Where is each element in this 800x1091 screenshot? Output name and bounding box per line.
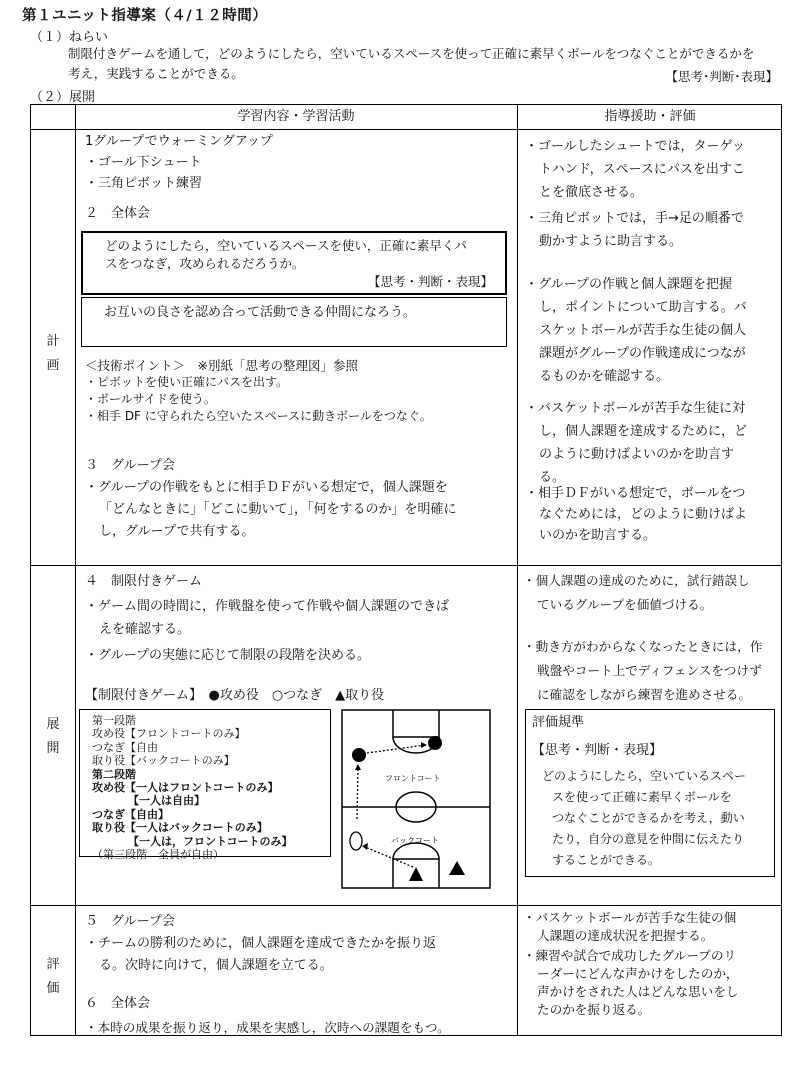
eval-all-text: ・本時の成果を振り返り，成果を実感し，次時への課題をもつ。	[85, 1020, 450, 1035]
page-title: 第１ユニット指導案（４/１２時間）	[22, 8, 268, 24]
question-tag: 【思考・判断・表現】	[367, 274, 493, 289]
lesson-table	[30, 104, 782, 1036]
criteria-box	[525, 709, 775, 877]
game-items: ・ゲーム間の時間に，作戦盤を使って作戦や個人課題のできば えを確認する。 ・グループの実態に応じて制限の段階を決める。	[85, 599, 450, 663]
col-divider-1	[75, 105, 76, 1035]
connector-player	[350, 832, 362, 850]
game-support-1: ・個人課題の達成のために，試行錯誤し ているグループを価値づける。	[523, 573, 750, 612]
stages-box	[79, 709, 331, 862]
aim-line-2: 考え，実践することができる。	[68, 66, 244, 81]
game-heading: ４ 制限付きゲーム	[85, 574, 203, 589]
row-label-plan: 計 画	[46, 334, 60, 373]
goal-box	[81, 297, 507, 347]
plan-warmup: 1グループでウォーミングアップ ・ゴール下シュート ・三角ピボット練習	[85, 134, 273, 191]
eval-support-2: ・練習や試合で成功したグループのリ ーダーにどんな声かけをしたのか， 声かけをされた人はどんな思いをし たのかを振り返る。	[523, 948, 739, 1017]
plan-support-1: ・ゴールしたシュートでは，ターゲッ トハンド，スペースにパスを出すこ とを徹底させる。	[525, 139, 745, 200]
header-content: 学習内容・学習活動	[237, 109, 355, 124]
question-line-1: どのようにしたら，空いているスペースを使い，正確に素早くパ	[105, 238, 467, 253]
question-line-2: スをつなぎ，攻められるだろうか。	[105, 256, 305, 271]
plan-all-meeting: ２ 全体会	[85, 206, 151, 221]
criteria-heading: 評価規準	[532, 715, 585, 730]
attacker-1	[352, 748, 366, 762]
eval-support-1: ・バスケットボールが苦手な生徒の個 人課題の達成状況を把握する。	[523, 910, 737, 943]
front-court-label: フロントコート	[385, 774, 441, 783]
plan-group-meeting: ３ グループ会	[85, 458, 175, 473]
plan-support-2: ・三角ピボットでは，手→足の順番で 動かすように助言する。	[525, 211, 744, 249]
plan-support-5: ・相手ＤＦがいる想定で，ボールをつ なぐためには，どのように動けばよ いのかを助言する。	[525, 486, 748, 543]
tech-points: ＜技術ポイント＞ ※別紙「思考の整理図」参照 ・ピボットを使い正確にパスを出す。 ・ボールサイドを使う。 ・相手 DF に守られたら空いたスペースに動きボールをつなぐ。	[85, 358, 432, 423]
aim-line-1: 制限付きゲームを通して，どのようにしたら，空いているスペースを使って正確に素早くボールをつなぐことができるかを	[68, 46, 755, 61]
aim-tag: 【思考･判断･表現】	[665, 69, 778, 84]
row-divider-2	[31, 905, 781, 906]
game-support-2: ・動き方がわからなくなったときには，作 戦盤やコート上でディフェンスをつけず に確認をしながら練習を進めさせる。	[523, 639, 763, 702]
game-legend: 【制限付きゲーム】 ●攻め役 ○つなぎ ▲取り役	[85, 688, 385, 703]
stages-text: 第一段階 攻め役【フロントコートのみ】 つなぎ【自由 取り役【バックコートのみ】 第二段階 攻め役【一人はフロントコートのみ】 【一人は自由】 つなぎ【自由】 取り役【一人はバックコートのみ】 【一人は，フロントコートのみ】 （第三段階 全員が自由）	[92, 714, 293, 862]
goal-text: お互いの良さを認め合って活動できる仲間になろう。	[104, 305, 417, 320]
col-divider-2	[517, 105, 518, 1035]
row-divider-1	[31, 565, 781, 566]
plan-support-4: ・バスケットボールが苦手な生徒に対 し，個人課題を達成するために，ど のように動けばよいのかを助言す る。	[525, 401, 748, 485]
court-diagram	[341, 709, 491, 889]
header-divider	[31, 129, 781, 130]
attacker-2	[428, 736, 442, 750]
plan-group-text: ・グループの作戦をもとに相手ＤＦがいる想定で，個人課題を 「どんなときに」「どこに動いて」，「何をするのか」を明確に し，グループで共有する。	[85, 480, 457, 539]
header-support: 指導援助・評価	[604, 109, 696, 124]
row-label-development: 展 開	[46, 717, 60, 756]
aim-heading: （１）ねらい	[30, 30, 109, 45]
criteria-text: どのようにしたら，空いているスペー スを使って正確に素早くボールを つなぐことができるかを考え，動い たり，自分の意見を仲間に伝えたり することができる。	[542, 769, 747, 867]
row-label-evaluation: 評 価	[46, 957, 60, 996]
eval-all-meeting: ６ 全体会	[85, 996, 151, 1011]
back-court-label: バックコート	[391, 836, 439, 845]
plan-support-3: ・グループの作戦と個人課題を把握 し，ポイントについて助言する。バ スケットボールが苦手な生徒の個人 課題がグループの作戦達成につなが るものかを確認する。	[525, 277, 747, 384]
criteria-tag: 【思考・判断・表現】	[532, 743, 663, 758]
eval-group-meeting: ５ グループ会	[85, 914, 175, 929]
question-box	[81, 231, 507, 295]
development-heading: （２）展開	[30, 90, 96, 105]
eval-group-text: ・チームの勝利のために，個人課題を達成できたかを振り返 る。次時に向けて，個人課題を立てる。	[85, 936, 437, 973]
